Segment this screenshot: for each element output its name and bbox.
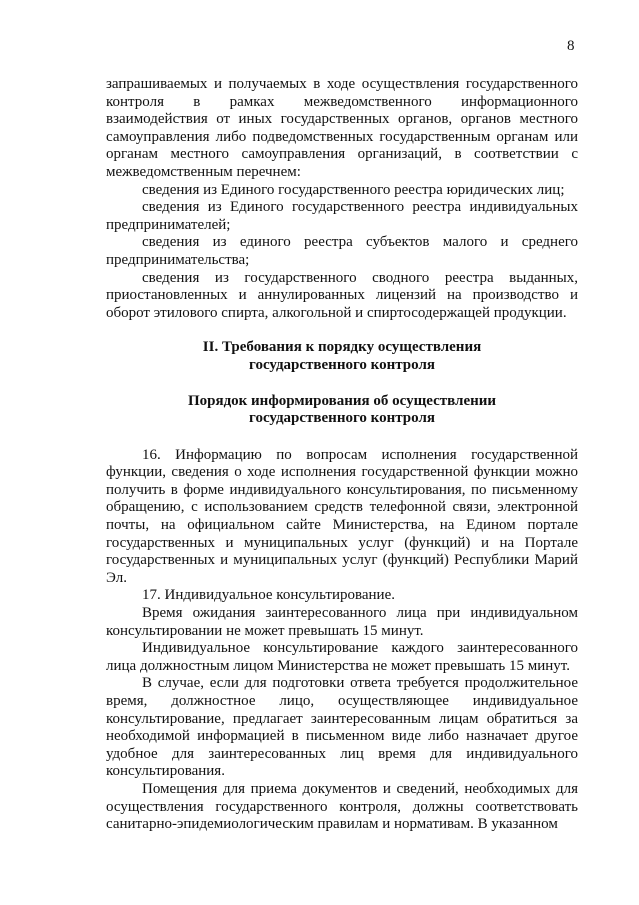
- list-item-license-register: сведения из государственного сводного реестра выданных, приостановленных и аннулированных лицензий на производство и оборот этилового спирта, алкогольной и спиртосодержащей продукции.: [106, 269, 578, 321]
- section-heading-line2: государственного контроля: [249, 356, 435, 373]
- paragraph-interagency-request: запрашиваемых и получаемых в ходе осуществления государственного контроля в рамках межведомственного информационного взаимодействия от иных государственных органов, органов местного самоуправления либо подведомственных государственным органам или органам местного самоуправления организаций, в соответствии с межведомственным перечнем:: [106, 76, 578, 180]
- list-item-sme-register: сведения из единого реестра субъектов малого и среднего предпринимательства;: [106, 234, 578, 268]
- subsection-heading-line1: Порядок информирования об осуществлении: [187, 392, 497, 409]
- paragraph-waiting-time: Время ожидания заинтересованного лица при индивидуальном консультировании не может превышать 15 минут.: [106, 605, 578, 639]
- paragraph-17: 17. Индивидуальное консультирование.: [142, 587, 395, 604]
- page-number: 8: [567, 38, 575, 54]
- paragraph-premises: Помещения для приема документов и сведений, необходимых для осуществления государственного контроля, должны соответствовать санитарно-эпидемиологическим правилам и нормативам. В указанном: [106, 780, 578, 833]
- paragraph-16: 16. Информацию по вопросам исполнения государственной функции, сведения о ходе исполнения государственной функции можно получить в форме индивидуального консультирования, по письменному обращению, с использованием средств телефонной связи, электронной почты, на официальном сайте Министерства, на Едином портале государственных и муниципальных услуг (функций) и на Портале государственных и муниципальных услуг (функций) Республики Марий Эл.: [106, 446, 578, 586]
- subsection-heading-line2: государственного контроля: [249, 410, 435, 427]
- list-item-egrul: сведения из Единого государственного реестра юридических лиц;: [142, 181, 565, 198]
- paragraph-long-preparation: В случае, если для подготовки ответа требуется продолжительное время, должностное лицо, осуществляющее индивидуальное консультирование, предлагает заинтересованным лицам обратиться за необходимой информацией в письменном виде либо назначает другое удобное для заинтересованных лиц время для индивидуального консультирования.: [106, 675, 578, 780]
- paragraph-consultation-limit: Индивидуальное консультирование каждого заинтересованного лица должностным лицом Министерства не может превышать 15 минут.: [106, 640, 578, 674]
- document-body: [106, 76, 578, 834]
- section-heading-line1: II. Требования к порядку осуществления: [202, 339, 482, 356]
- list-item-egrip: сведения из Единого государственного реестра индивидуальных предпринимателей;: [106, 199, 578, 233]
